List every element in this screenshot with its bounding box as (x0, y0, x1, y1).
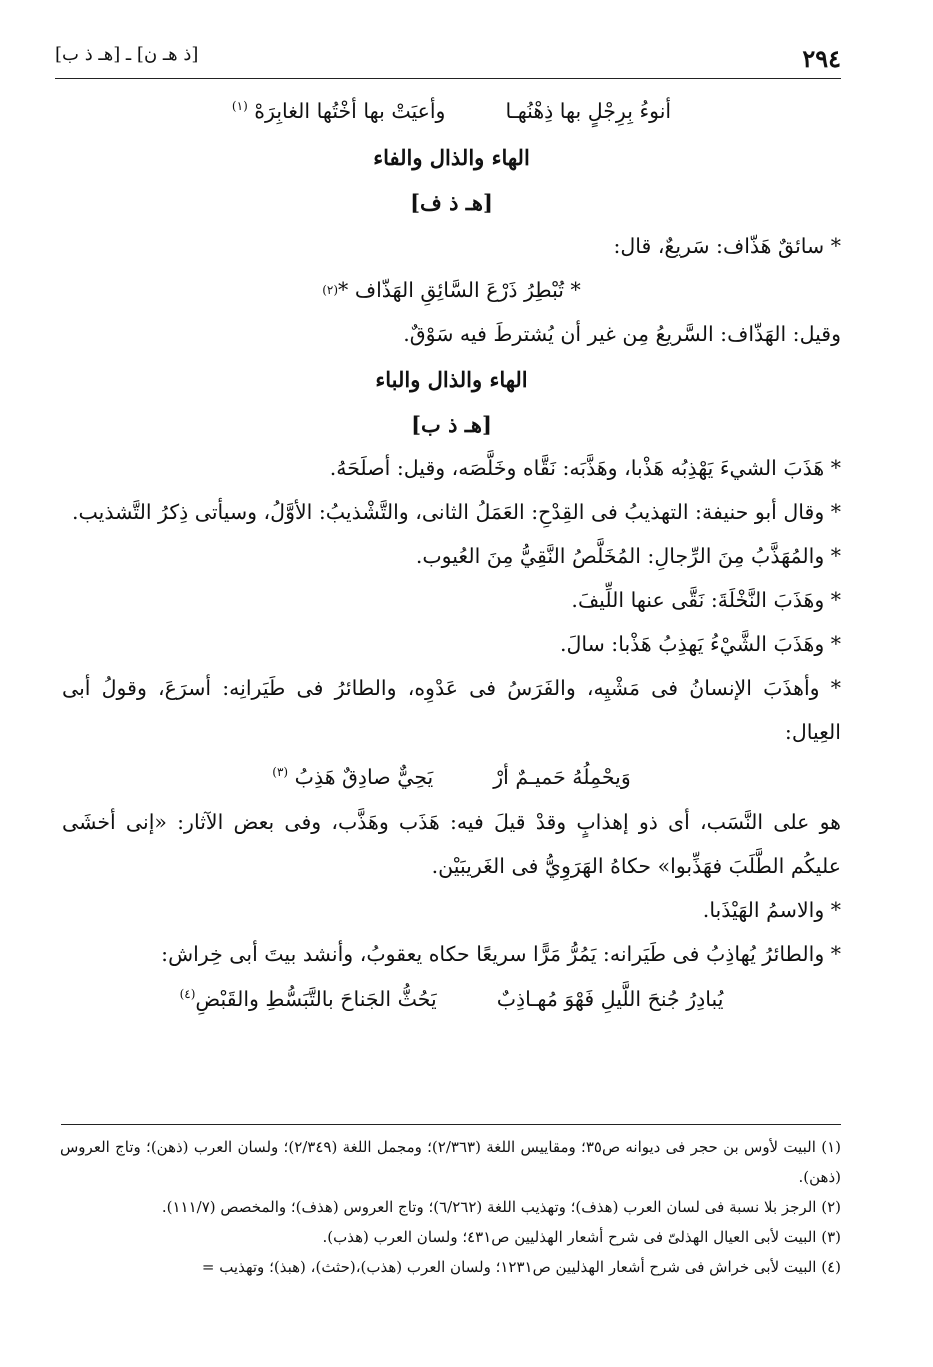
paragraph: * وهَذَبَ الشَّيْءُ يَهذِبُ هَذْبا: سالَ. (559, 631, 841, 656)
footnote-ref-1: (١) (231, 99, 248, 114)
paragraph: * والمُهَذَّبُ مِنَ الرِّجالِ: المُخَلَّصُ النَّقِيُّ مِنَ العُيوب. (415, 543, 841, 568)
main-text (62, 88, 841, 1022)
page-header (55, 40, 841, 79)
verse-3 (62, 976, 841, 1022)
paragraph: * وقال أبو حنيفة: التهذيبُ فى القِدْحِ: العَمَلُ الثانى، والتَّشْذيبُ: الأوَّلُ، وسيأتى ذِكرُ التَّشذيب. (71, 500, 841, 524)
paragraph: وقيل: الهَذّاف: السَّريعُ مِن غير أن يُشترطَ فيه سَوْقٌ. (403, 321, 841, 346)
paragraph: * والطائرُ يُهاذِبُ فى طَيَرانه: يَمُرُّ مَرًّا سريعًا حكاه يعقوبُ، وأنشد بيتَ أبى خِراش: (161, 941, 841, 966)
root-heading-2: [هـ ذ ب] (411, 411, 492, 437)
footnotes (60, 1132, 841, 1282)
paragraph: * سائقٌ هَذّاف: سَريعٌ، قال: (613, 233, 841, 258)
paragraph: * هَذَبَ الشيءَ يَهْذِبُه هَذْبا، وهَذَّبَه: نَقَّاه وخَلَّصَه، وقيل: أصلَحَهُ. (329, 455, 841, 480)
verse-1-first-hemistich: أنوءُ بِرِجْلٍ بها ذِهْنُهـا (505, 98, 672, 123)
verse-2-first-hemistich: وَيحْمِلُهُ حَميـمٌ أرْ (493, 764, 631, 789)
verse-2-second-hemistich: يَحِيٌّ صادِقٌ هَذِبُ $^{(٣)}$ (272, 765, 434, 790)
footnote-separator (61, 1124, 841, 1125)
section-heading-2: الهاء والذال والباء (375, 366, 528, 392)
footnote: (١) البيت لأوس بن حجر فى ديوانه ص٣٥؛ ومقاييس اللغة (٢/٣٦٣)؛ ومجمل اللغة (٢/٣٤٩)؛ ولسان العرب (ذهن)؛ وتاج العروس (ذهن). (60, 1138, 841, 1186)
paragraph: * وأهذَبَ الإنسانُ فى مَشْيِه، والفَرَسُ فى عَدْوِه، والطائرُ فى طَيَرانِه: أسرَعَ، وقولُ أبى العِيال: (62, 676, 841, 744)
verse-1-second-hemistich: وأعيَتْ بها أخْتُها الغابِرَهْ $^{(١)}$ (231, 99, 446, 124)
root-heading-1: [هـ ذ ف] (410, 189, 493, 215)
footnote: (٢) الرجز بلا نسبة فى لسان العرب (هذف)؛ وتهذيب اللغة (٦/٢٦٢)؛ وتاج العروس (هذف)؛ والمخصص (١١١/٧). (161, 1198, 841, 1216)
footnote-ref-3: (٣) (272, 765, 289, 780)
footnote-ref-4: (٤) (179, 987, 196, 1002)
footnote: (٣) البيت لأبى العيال الهذلىّ فى شرح أشعار الهذليين ص٤٣١؛ ولسان العرب (هذب). (322, 1228, 841, 1246)
section-heading-1: الهاء والذال والفاء (373, 144, 530, 170)
paragraph: * وهَذَبَ النَّخْلَةَ: نَقَّى عنها اللِّيفَ. (571, 587, 841, 612)
running-head: [ذ هـ ن] ـ [هـ ذ ب] (55, 44, 199, 65)
verse-1 (62, 88, 841, 134)
footnote: (٤) البيت لأبى خراش فى شرح أشعار الهذليين ص١٢٣١؛ ولسان العرب (هذب)،(حثث)، (هبذ)؛ وتهذيب = (201, 1258, 841, 1276)
verse-2 (62, 754, 841, 800)
footnote-ref-2: (٢) (322, 283, 339, 297)
verse-3-second-hemistich: يَحُثُّ الجَناحَ بالتَّبَسُّطِ والقَبْضِ$^{(٤)}$ (179, 987, 437, 1012)
paragraph: * والاسمُ الهَيْذَبا. (702, 897, 841, 922)
rajaz-line: * تُبْطِرُ ذَرْعَ السَّائِقِ الهَذّاف * (٢) (322, 277, 581, 302)
verse-3-first-hemistich: يُبادِرُ جُنحَ اللَّيلِ فَهْوَ مُهـاذِبٌ (496, 986, 724, 1011)
paragraph: هو على النَّسَب، أى ذو إهذابٍ وقدْ قيلَ فيه: هَذَب وهَذَّب، وفى بعض الآثار: «إنى أخشَى عليكُم الطَّلَبَ فهَذِّبوا» حكاهُ الهَرَوِيُّ فى الغَريبَيْن. (62, 810, 841, 878)
page-number: ٢٩٤ (802, 44, 841, 73)
